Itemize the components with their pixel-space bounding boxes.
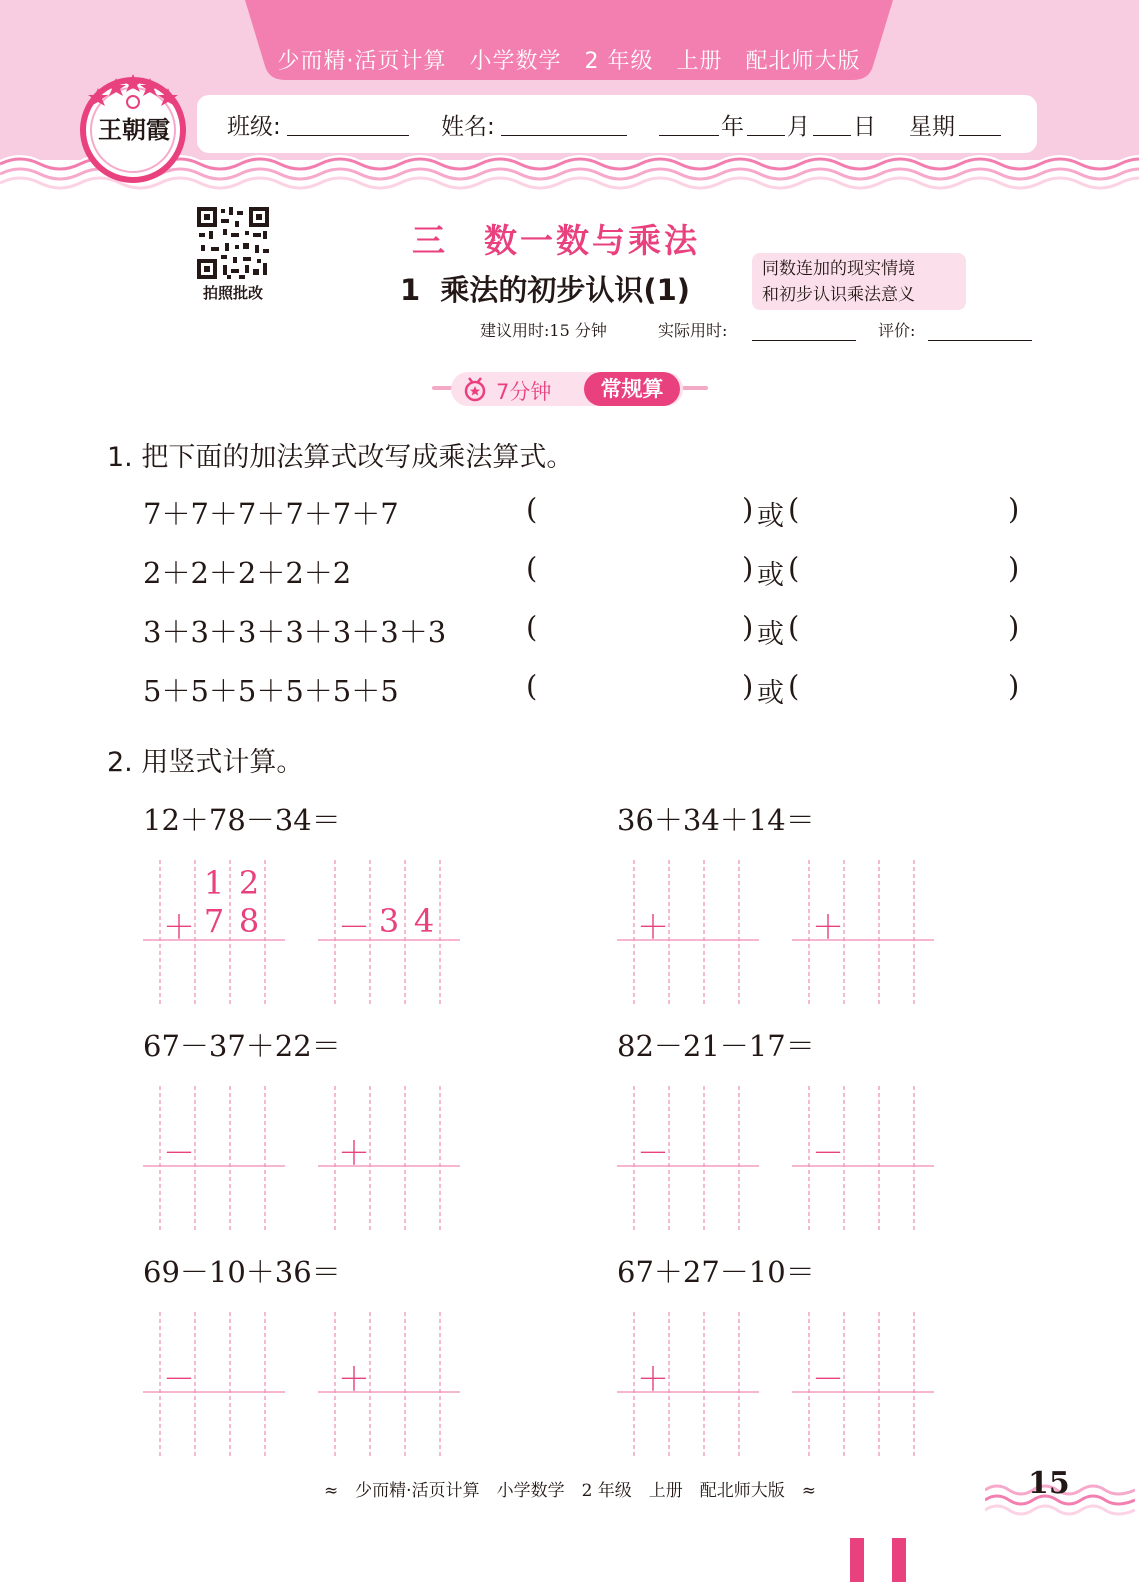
calculation-expression: 12＋78－34＝ bbox=[143, 803, 341, 837]
logo-text: 王朝霞 bbox=[98, 115, 170, 144]
rating-field[interactable] bbox=[928, 340, 1032, 341]
badge-time: 7分钟 bbox=[496, 380, 552, 404]
unit-title: 三 数一数与乘法 bbox=[412, 221, 700, 260]
name-field[interactable] bbox=[501, 135, 627, 136]
calc-digit: 2 bbox=[238, 864, 260, 902]
year-field[interactable] bbox=[659, 135, 719, 136]
year-label: 年 bbox=[721, 114, 744, 140]
calc-digit: 8 bbox=[238, 902, 260, 940]
weekday-label: 星期 bbox=[909, 114, 955, 140]
calc-digit: 1 bbox=[203, 864, 225, 902]
lesson-title: 1 乘法的初步认识(1) bbox=[400, 273, 691, 307]
operator-sign: ＋ bbox=[337, 1134, 370, 1172]
answer-close-paren: ) bbox=[1008, 669, 1020, 703]
operator-sign: ＋ bbox=[337, 1360, 370, 1398]
or-word: 或 bbox=[757, 501, 784, 532]
answer-close-paren: ) bbox=[742, 492, 754, 526]
calc-digit: 7 bbox=[203, 902, 225, 940]
student-info-bar bbox=[197, 95, 1037, 153]
badge-right-line bbox=[682, 386, 708, 390]
footer-bars-decoration bbox=[848, 1538, 918, 1582]
actual-time-field[interactable] bbox=[752, 340, 856, 341]
operator-sign: ＋ bbox=[811, 908, 844, 946]
rating-label: 评价: bbox=[878, 321, 916, 340]
medal-icon bbox=[462, 376, 488, 402]
calc-digit: 4 bbox=[413, 902, 435, 940]
calculation-expression: 69－10＋36＝ bbox=[143, 1255, 341, 1289]
footer-text: ≈ 少而精·活页计算 小学数学 2 年级 上册 配北师大版 ≈ bbox=[323, 1481, 817, 1501]
class-label: 班级: bbox=[227, 114, 281, 140]
month-field[interactable] bbox=[747, 135, 785, 136]
operator-sign: － bbox=[162, 1360, 195, 1398]
name-label: 姓名: bbox=[441, 114, 495, 140]
lesson-note-line-1: 同数连加的现实情境 bbox=[762, 259, 915, 279]
header-title: 少而精·活页计算 小学数学 2 年级 上册 配北师大版 bbox=[277, 49, 861, 74]
lesson-note bbox=[752, 253, 966, 310]
answer-open-paren: ( bbox=[788, 610, 800, 644]
calculation-expression: 67＋27－10＝ bbox=[617, 1255, 815, 1289]
answer-open-paren: ( bbox=[526, 610, 538, 644]
answer-open-paren: ( bbox=[526, 669, 538, 703]
operator-sign: ＋ bbox=[636, 908, 669, 946]
answer-open-paren: ( bbox=[788, 551, 800, 585]
operator-sign: － bbox=[337, 908, 370, 946]
operator-sign: － bbox=[811, 1134, 844, 1172]
calculation-expression: 67－37＋22＝ bbox=[143, 1029, 341, 1063]
actual-time-label: 实际用时: bbox=[658, 321, 728, 340]
month-label: 月 bbox=[787, 114, 810, 140]
calculation-expression: 36＋34＋14＝ bbox=[617, 803, 815, 837]
operator-sign: － bbox=[636, 1134, 669, 1172]
qr-label: 拍照批改 bbox=[202, 284, 263, 302]
calc-digit: 3 bbox=[378, 902, 400, 940]
day-field[interactable] bbox=[813, 135, 851, 136]
answer-close-paren: ) bbox=[742, 669, 754, 703]
operator-sign: ＋ bbox=[162, 908, 195, 946]
operator-sign: － bbox=[811, 1360, 844, 1398]
operator-sign: － bbox=[162, 1134, 195, 1172]
or-word: 或 bbox=[757, 619, 784, 650]
or-word: 或 bbox=[757, 560, 784, 591]
answer-open-paren: ( bbox=[526, 492, 538, 526]
answer-open-paren: ( bbox=[788, 492, 800, 526]
addition-expression: 2＋2＋2＋2＋2 bbox=[143, 556, 352, 590]
answer-close-paren: ) bbox=[742, 610, 754, 644]
question-2-heading: 2. 用竖式计算。 bbox=[107, 747, 304, 778]
answer-close-paren: ) bbox=[1008, 551, 1020, 585]
page-number: 15 bbox=[1028, 1466, 1070, 1501]
addition-expression: 3＋3＋3＋3＋3＋3＋3 bbox=[143, 615, 447, 649]
suggested-time: 建议用时:15 分钟 bbox=[480, 321, 607, 340]
question-1-heading: 1. 把下面的加法算式改写成乘法算式。 bbox=[107, 442, 574, 473]
qr-code-icon[interactable] bbox=[195, 205, 271, 281]
or-word: 或 bbox=[757, 678, 784, 709]
addition-expression: 7＋7＋7＋7＋7＋7 bbox=[143, 497, 399, 531]
day-label: 日 bbox=[853, 114, 876, 140]
answer-open-paren: ( bbox=[788, 669, 800, 703]
answer-close-paren: ) bbox=[742, 551, 754, 585]
answer-open-paren: ( bbox=[526, 551, 538, 585]
answer-close-paren: ) bbox=[1008, 610, 1020, 644]
class-field[interactable] bbox=[287, 135, 409, 136]
calculation-expression: 82－21－17＝ bbox=[617, 1029, 815, 1063]
lesson-note-line-2: 和初步认识乘法意义 bbox=[762, 285, 915, 305]
answer-close-paren: ) bbox=[1008, 492, 1020, 526]
operator-sign: ＋ bbox=[636, 1360, 669, 1398]
badge-tag: 常规算 bbox=[584, 372, 680, 406]
addition-expression: 5＋5＋5＋5＋5＋5 bbox=[143, 674, 399, 708]
weekday-field[interactable] bbox=[959, 135, 1001, 136]
